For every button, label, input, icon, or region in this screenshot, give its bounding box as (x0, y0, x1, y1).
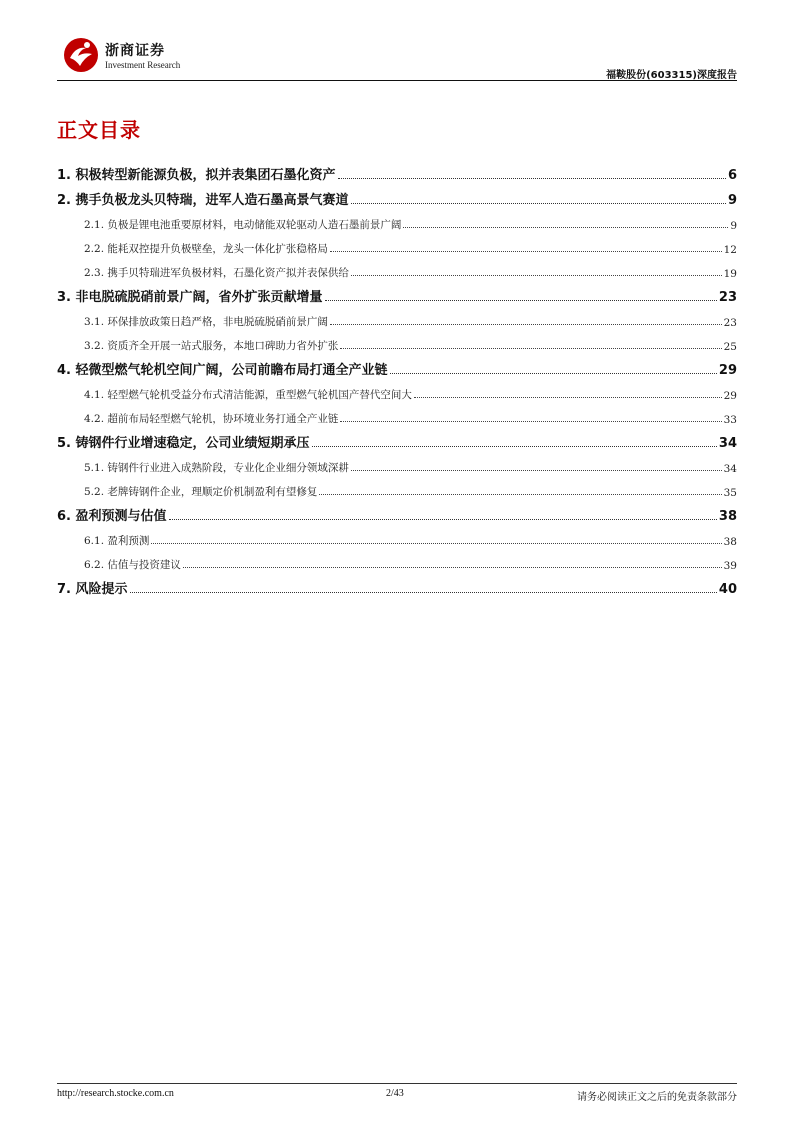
toc-entry-page: 19 (723, 268, 737, 280)
toc-subsection-entry[interactable] (57, 475, 737, 499)
toc-entry-label: 2.2. 能耗双控提升负极壁垒，龙头一体化扩张稳格局 (84, 243, 328, 255)
footer-divider (57, 1083, 737, 1084)
toc-entry-label: 6. 盈利预测与估值 (57, 509, 167, 524)
footer-disclaimer: 请务必阅读正文之后的免责条款部分 (577, 1092, 737, 1103)
page-header (57, 36, 737, 82)
toc-subsection-entry[interactable] (57, 524, 737, 548)
header-divider (57, 80, 737, 81)
toc-leader-dots (151, 543, 721, 544)
toc-entry-label: 5.1. 铸钢件行业进入成熟阶段，专业化企业细分领域深耕 (84, 462, 349, 474)
toc-leader-dots (319, 494, 721, 495)
toc-leader-dots (312, 446, 717, 447)
toc-subsection-entry[interactable] (57, 305, 737, 329)
toc-entry-page: 35 (723, 487, 737, 499)
toc-subsection-entry[interactable] (57, 232, 737, 256)
report-title: 福鞍股份(603315)深度报告 (606, 70, 737, 81)
toc-leader-dots (351, 203, 726, 204)
toc-entry-label: 1. 积极转型新能源负极，拟并表集团石墨化资产 (57, 168, 336, 183)
toc-entry-page: 38 (718, 509, 737, 524)
toc-leader-dots (325, 300, 717, 301)
toc-entry-page: 23 (723, 317, 737, 329)
toc-section-entry[interactable] (57, 158, 737, 183)
toc-subsection-entry[interactable] (57, 256, 737, 280)
toc-subsection-entry[interactable] (57, 329, 737, 353)
toc-entry-page: 34 (723, 463, 737, 475)
toc-entry-label: 6.1. 盈利预测 (84, 535, 150, 547)
toc-entry-label: 2.1. 负极是锂电池重要原材料，电动储能双轮驱动人造石墨前景广阔 (84, 219, 402, 231)
logo-text-cn: 浙商证券 (105, 43, 165, 59)
toc-section-entry[interactable] (57, 353, 737, 378)
toc-entry-page: 29 (723, 390, 737, 402)
toc-entry-page: 12 (723, 244, 737, 256)
toc-leader-dots (130, 592, 717, 593)
toc-title: 正文目录 (57, 118, 141, 142)
footer-page-number: 2/43 (386, 1088, 404, 1099)
toc-subsection-entry[interactable] (57, 208, 737, 232)
footer-url[interactable]: http://research.stocke.com.cn (57, 1088, 174, 1099)
toc-leader-dots (169, 519, 717, 520)
zheshang-logo-icon (62, 36, 100, 74)
toc-subsection-entry[interactable] (57, 451, 737, 475)
toc-leader-dots (340, 421, 721, 422)
toc-subsection-entry[interactable] (57, 378, 737, 402)
toc-entry-label: 5. 铸钢件行业增速稳定，公司业绩短期承压 (57, 436, 310, 451)
toc-leader-dots (330, 251, 722, 252)
toc-subsection-entry[interactable] (57, 548, 737, 572)
toc-entry-label: 5.2. 老牌铸钢件企业，理顺定价机制盈利有望修复 (84, 486, 318, 498)
toc-subsection-entry[interactable] (57, 402, 737, 426)
table-of-contents (57, 158, 737, 597)
toc-leader-dots (403, 227, 728, 228)
toc-entry-page: 6 (727, 168, 737, 183)
toc-leader-dots (390, 373, 717, 374)
toc-leader-dots (330, 324, 722, 325)
toc-section-entry[interactable] (57, 183, 737, 208)
toc-entry-page: 23 (718, 290, 737, 305)
toc-entry-page: 29 (718, 363, 737, 378)
toc-entry-page: 40 (718, 582, 737, 597)
toc-entry-label: 6.2. 估值与投资建议 (84, 559, 181, 571)
toc-entry-label: 4.2. 超前布局轻型燃气轮机，协环境业务打通全产业链 (84, 413, 339, 425)
toc-entry-label: 2.3. 携手贝特瑞进军负极材料，石墨化资产拟并表保供给 (84, 267, 349, 279)
toc-leader-dots (351, 275, 722, 276)
toc-entry-page: 34 (718, 436, 737, 451)
toc-section-entry[interactable] (57, 499, 737, 524)
toc-entry-page: 9 (730, 220, 737, 232)
logo-text-en: Investment Research (105, 60, 181, 70)
toc-entry-page: 33 (723, 414, 737, 426)
toc-entry-label: 4. 轻微型燃气轮机空间广阔，公司前瞻布局打通全产业链 (57, 363, 388, 378)
toc-entry-label: 2. 携手负极龙头贝特瑞，进军人造石墨高景气赛道 (57, 193, 349, 208)
toc-leader-dots (340, 348, 721, 349)
toc-leader-dots (183, 567, 722, 568)
toc-section-entry[interactable] (57, 572, 737, 597)
toc-entry-label: 3.2. 资质齐全开展一站式服务，本地口碑助力省外扩张 (84, 340, 339, 352)
toc-entry-label: 4.1. 轻型燃气轮机受益分布式清洁能源，重型燃气轮机国产替代空间大 (84, 389, 412, 401)
toc-entry-page: 9 (727, 193, 737, 208)
toc-entry-label: 7. 风险提示 (57, 582, 128, 597)
toc-section-entry[interactable] (57, 280, 737, 305)
toc-leader-dots (351, 470, 722, 471)
toc-entry-page: 25 (723, 341, 737, 353)
toc-leader-dots (338, 178, 726, 179)
toc-leader-dots (414, 397, 722, 398)
toc-entry-label: 3. 非电脱硫脱硝前景广阔，省外扩张贡献增量 (57, 290, 323, 305)
toc-entry-label: 3.1. 环保排放政策日趋严格，非电脱硫脱硝前景广阔 (84, 316, 328, 328)
toc-entry-page: 39 (723, 560, 737, 572)
toc-entry-page: 38 (723, 536, 737, 548)
toc-section-entry[interactable] (57, 426, 737, 451)
